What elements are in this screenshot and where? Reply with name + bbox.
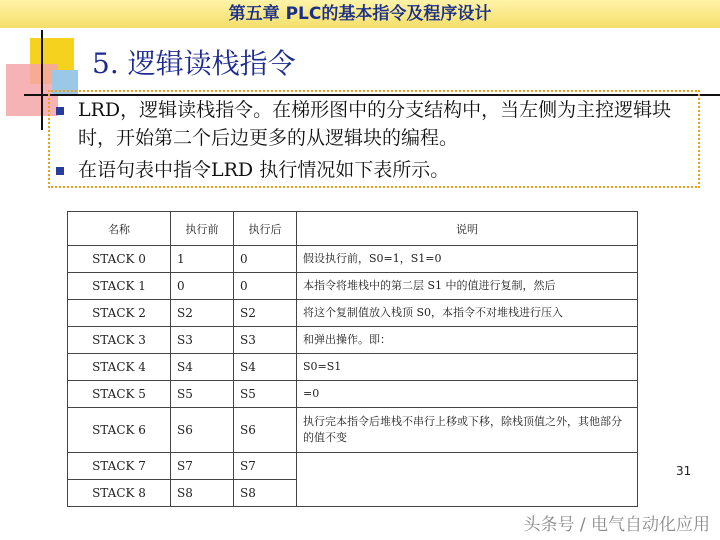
column-header-after: 执行后 — [234, 212, 297, 246]
stack-name: STACK 3 — [68, 327, 171, 354]
value-before: S7 — [171, 453, 234, 480]
table-row — [68, 273, 638, 300]
description: 执行完本指令后堆栈不串行上移或下移，除栈顶值之外，其他部分的值不变 — [297, 408, 638, 453]
bullet-square-icon — [56, 167, 64, 175]
decorative-vertical-line — [41, 30, 43, 130]
stack-name: STACK 6 — [68, 408, 171, 453]
section-title: 5. 逻辑读栈指令 — [92, 47, 296, 80]
value-before: 0 — [171, 273, 234, 300]
table-row — [68, 408, 638, 453]
table-row — [68, 327, 638, 354]
watermark: 头条号 / 电气自动化应用 — [523, 515, 710, 535]
table-header-row — [68, 212, 638, 246]
value-before: S6 — [171, 408, 234, 453]
stack-table — [67, 211, 638, 507]
description: 本指令将堆栈中的第二层 S1 中的值进行复制，然后 — [297, 273, 638, 300]
value-after: S7 — [234, 453, 297, 480]
value-before: S4 — [171, 354, 234, 381]
value-before: 1 — [171, 246, 234, 273]
page-number: 31 — [676, 464, 692, 478]
value-after: S2 — [234, 300, 297, 327]
value-after: S5 — [234, 381, 297, 408]
value-after: 0 — [234, 246, 297, 273]
value-after: 0 — [234, 273, 297, 300]
description: S0=S1 — [297, 354, 638, 381]
chapter-title: 第五章 PLC的基本指令及程序设计 — [228, 4, 492, 24]
value-after: S3 — [234, 327, 297, 354]
value-after: S8 — [234, 480, 297, 507]
bullet-text-1: LRD，逻辑读栈指令。在梯形图中的分支结构中，当左侧为主控逻辑块时，开始第二个后边更多的从逻辑块的编程。 — [78, 99, 672, 149]
value-after: S6 — [234, 408, 297, 453]
stack-name: STACK 1 — [68, 273, 171, 300]
description — [297, 453, 638, 507]
value-after: S4 — [234, 354, 297, 381]
table-row — [68, 300, 638, 327]
table-row — [68, 381, 638, 408]
stack-name: STACK 0 — [68, 246, 171, 273]
stack-name: STACK 4 — [68, 354, 171, 381]
value-before: S2 — [171, 300, 234, 327]
stack-name: STACK 8 — [68, 480, 171, 507]
stack-name: STACK 5 — [68, 381, 171, 408]
value-before: S3 — [171, 327, 234, 354]
stack-name: STACK 2 — [68, 300, 171, 327]
bullet-text-2: 在语句表中指令LRD 执行情况如下表所示。 — [78, 159, 450, 181]
table-row — [68, 453, 638, 480]
description: 和弹出操作。即： — [297, 327, 638, 354]
value-before: S5 — [171, 381, 234, 408]
column-header-before: 执行前 — [171, 212, 234, 246]
value-before: S8 — [171, 480, 234, 507]
table-row — [68, 354, 638, 381]
column-header-name: 名称 — [68, 212, 171, 246]
column-header-description: 说明 — [297, 212, 638, 246]
stack-name: STACK 7 — [68, 453, 171, 480]
description: =0 — [297, 381, 638, 408]
description: 假设执行前，S0=1，S1=0 — [297, 246, 638, 273]
description: 将这个复制值放入栈顶 S0，本指令不对堆栈进行压入 — [297, 300, 638, 327]
table-row — [68, 246, 638, 273]
bullet-square-icon — [56, 107, 64, 115]
